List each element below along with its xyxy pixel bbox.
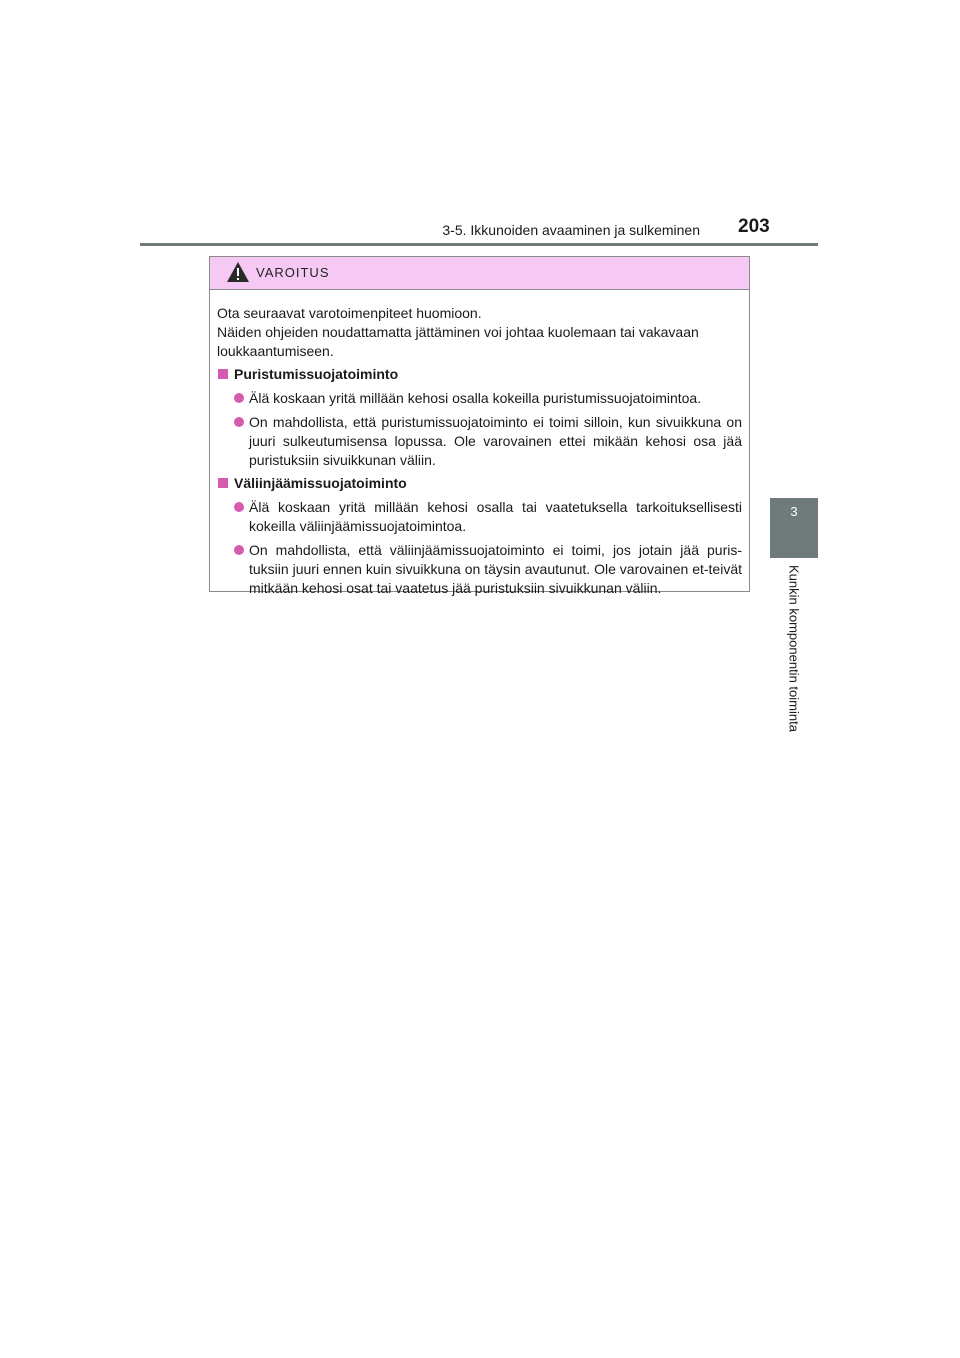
warning-body (210, 290, 749, 598)
intro-text: Näiden ohjeiden noudattamatta jättäminen voi johtaa kuolemaan tai vakavaan loukkaantumiseen. (217, 324, 699, 359)
section-heading-label: Väliinjäämissuojatoiminto (234, 475, 407, 491)
circle-bullet-icon (234, 393, 244, 403)
list-item-text: Älä koskaan yritä millään kehosi osalla kokeilla puristumissuojatoimintoa. (249, 390, 702, 406)
list-item (217, 498, 742, 536)
page-number: 203 (738, 216, 770, 237)
intro-text: Ota seuraavat varotoimenpiteet huomioon. (217, 305, 482, 321)
list-item (217, 389, 742, 408)
list-item (217, 413, 742, 470)
list-item-text: Älä koskaan yritä millään kehosi osalla tai vaatetuksella tarkoituksellisesti kokeilla väliinjäämissuojatoimintoa. (249, 499, 742, 534)
circle-bullet-icon (234, 545, 244, 555)
header-divider (140, 243, 818, 246)
section-title: 3-5. Ikkunoiden avaaminen ja sulkeminen (442, 222, 700, 238)
chapter-title: Kunkin komponentin toiminta (786, 565, 802, 732)
warning-header (210, 257, 749, 290)
warning-triangle-icon (226, 260, 250, 284)
list-item (217, 541, 742, 598)
chapter-tab (770, 498, 818, 558)
warning-box (209, 256, 750, 596)
square-bullet-icon (218, 478, 228, 488)
square-bullet-icon (218, 369, 228, 379)
circle-bullet-icon (234, 502, 244, 512)
list-item-text: On mahdollista, että puristumissuojatoiminto ei toimi silloin, kun sivuikkuna on juuri sulkeutumisensa lopussa. Ole varovainen ettei mikään kehosi osa jää puristuksiin sivuikkunan väliin. (249, 414, 742, 468)
warning-title: VAROITUS (256, 265, 330, 280)
section-heading (217, 365, 742, 384)
section-heading (217, 474, 742, 493)
chapter-number: 3 (790, 504, 798, 519)
circle-bullet-icon (234, 417, 244, 427)
section-heading-label: Puristumissuojatoiminto (234, 366, 399, 382)
list-item-text: On mahdollista, että väliinjäämissuojatoiminto ei toimi, jos jotain jää puris-tuksiin juuri ennen kuin sivuikkuna on täysin avautunut. Ole varovainen et-teivät mitkään kehosi osat tai vaatetus jää puristuksiin sivuikkunan väliin. (249, 542, 742, 596)
